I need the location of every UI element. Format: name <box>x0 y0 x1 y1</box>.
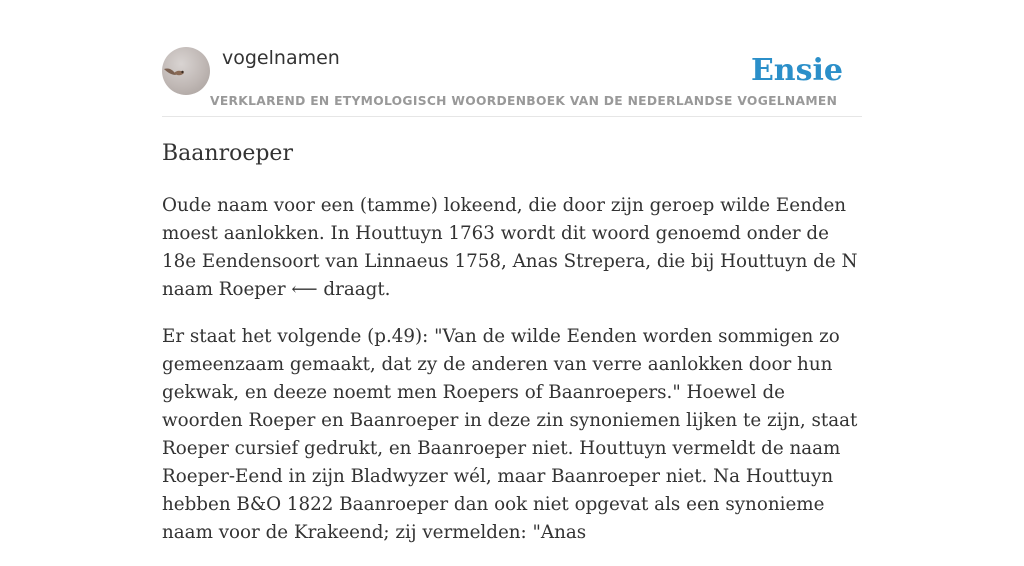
article-paragraph: Oude naam voor een (tamme) lokeend, die door zijn geroep wilde Eenden moest aanlokken. In Houttuyn 1763 wordt dit woord genoemd onder de 18e Eendensoort van Linnaeus 1758, Anas Strepera, die bij Houttuyn de N naam Roeper ⟵ draagt. <box>162 195 858 300</box>
site-header <box>162 46 862 117</box>
site-name-link[interactable]: vogelnamen <box>222 47 340 69</box>
bird-photo-icon[interactable] <box>162 47 210 95</box>
site-subtitle: VERKLAREND EN ETYMOLOGISCH WOORDENBOEK VAN DE NEDERLANDSE VOGELNAMEN <box>210 94 838 108</box>
ensie-logo[interactable]: Ensie <box>750 53 843 88</box>
page-title: Baanroeper <box>162 141 293 166</box>
article-body <box>162 192 866 566</box>
article-paragraph: Er staat het volgende (p.49): "Van de wilde Eenden worden sommigen zo gemeenzaam gemaakt, dat zy de anderen van verre aanlokken door hun gekwak, en deeze noemt men Roepers of Baanroepers." Hoewel de woorden Roeper en Baanroeper in deze zin synoniemen lijken te zijn, staat Roeper cursief gedrukt, en Baanroeper niet. Houttuyn vermeldt de naam Roeper-Eend in zijn Bladwyzer wél, maar Baanroeper niet. Na Houttuyn hebben B&O 1822 Baanroeper dan ook niet opgevat als een synonieme naam voor de Krakeend; zij vermelden: "Anas <box>162 326 858 543</box>
